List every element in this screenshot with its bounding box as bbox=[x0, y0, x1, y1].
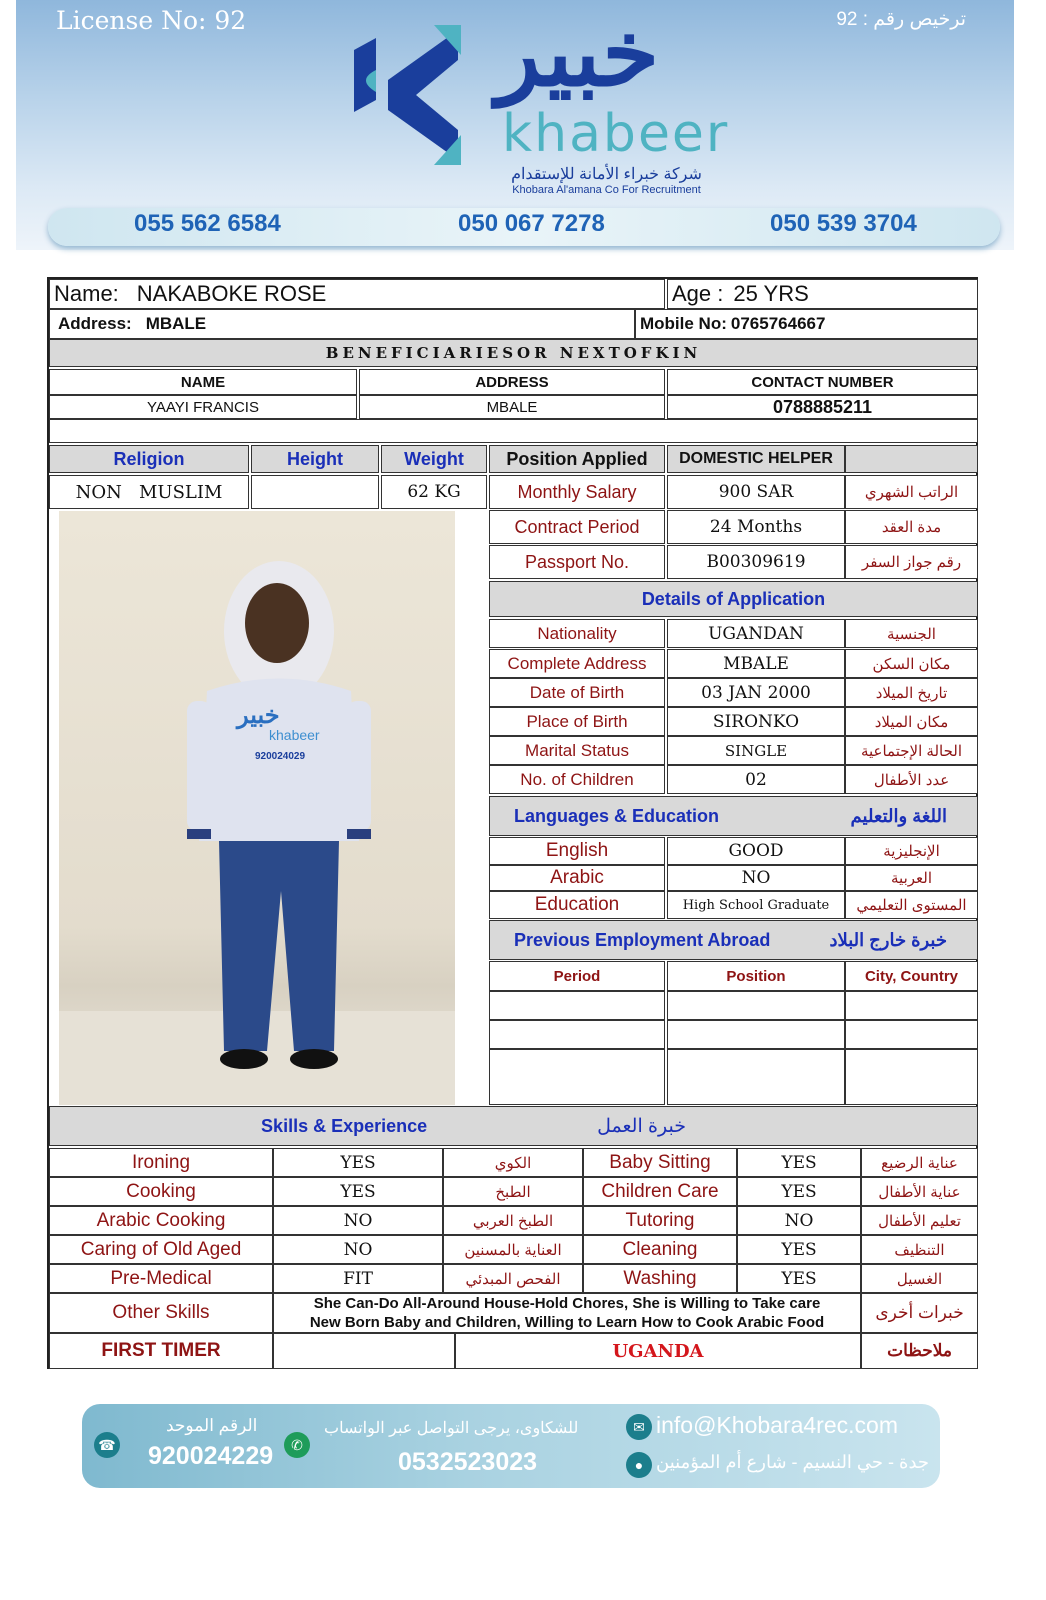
nationality-label: Nationality bbox=[489, 619, 665, 648]
whatsapp-number[interactable]: 0532523023 bbox=[398, 1448, 538, 1476]
brand-name-en: khabeer bbox=[502, 104, 730, 164]
passport-ar: رقم جواز السفر bbox=[845, 545, 978, 579]
religion-header: Religion bbox=[49, 445, 249, 473]
pob-ar: مكان الميلاد bbox=[845, 707, 978, 736]
employment-row-period bbox=[489, 1049, 665, 1105]
dob-label: Date of Birth bbox=[489, 678, 665, 707]
age-label: Age : bbox=[672, 281, 724, 306]
other-skills-label: Other Skills bbox=[49, 1293, 273, 1333]
skill-arabic-cooking-label: Arabic Cooking bbox=[49, 1206, 273, 1235]
employment-row-position bbox=[667, 1020, 845, 1049]
dob-value: 03 JAN 2000 bbox=[667, 678, 845, 707]
country-label: UGANDA bbox=[455, 1333, 861, 1369]
passport-label: Passport No. bbox=[489, 545, 665, 579]
office-address: جدة - حي النسيم - شارع أم المؤمنين bbox=[656, 1452, 930, 1472]
marital-status-ar: الحالة الإجتماعية bbox=[845, 736, 978, 765]
unified-number[interactable]: 920024229 bbox=[148, 1442, 274, 1470]
children-ar: عدد الأطفال bbox=[845, 765, 978, 794]
skill-tutoring-value: NO bbox=[737, 1206, 861, 1235]
unified-number-label: الرقم الموحد bbox=[166, 1416, 258, 1435]
position-blank bbox=[845, 445, 978, 473]
complete-address-value: MBALE bbox=[667, 649, 845, 678]
employment-header-period: Period bbox=[489, 961, 665, 991]
photo-badge-en: khabeer bbox=[269, 727, 320, 743]
beneficiary-name: YAAYI FRANCIS bbox=[49, 395, 357, 419]
whatsapp-icon: ✆ bbox=[284, 1432, 310, 1458]
languages-title-ar: اللغة والتعليم bbox=[850, 805, 947, 826]
employment-title-ar: خبرة خارج البلاد bbox=[829, 929, 947, 950]
education-ar: المستوى التعليمي bbox=[845, 891, 978, 919]
contract-period-value: 24 Months bbox=[667, 510, 845, 544]
children-value: 02 bbox=[667, 765, 845, 794]
company-name-ar: شركة خبراء الأمانة للإستقدام bbox=[511, 166, 702, 183]
photo-badge-ar: خبير bbox=[237, 702, 280, 729]
nationality-ar: الجنسية bbox=[845, 619, 978, 648]
phone-icon: ☎ bbox=[94, 1432, 120, 1458]
email-icon: ✉ bbox=[626, 1414, 652, 1440]
complete-address-ar: مكان السكن bbox=[845, 649, 978, 678]
blank-row bbox=[49, 419, 978, 443]
skill-childcare-label: Children Care bbox=[583, 1177, 737, 1206]
skill-arabic-cooking-value: NO bbox=[273, 1206, 443, 1235]
english-label: English bbox=[489, 837, 665, 865]
skill-premedical-value: FIT bbox=[273, 1264, 443, 1293]
skill-cleaning-label: Cleaning bbox=[583, 1235, 737, 1264]
candidate-figure bbox=[59, 511, 455, 1105]
photo-badge-phone: 920024029 bbox=[255, 751, 306, 762]
children-label: No. of Children bbox=[489, 765, 665, 794]
skill-arabic-cooking-ar: الطبخ العربي bbox=[443, 1206, 583, 1235]
candidate-age: 25 YRS bbox=[733, 281, 809, 306]
complaints-label: للشكاوى، يرجى التواصل عبر الواتساب bbox=[324, 1420, 579, 1437]
english-ar: الإنجليزية bbox=[845, 837, 978, 865]
salary-value: 900 SAR bbox=[667, 475, 845, 509]
skill-washing-ar: الغسيل bbox=[861, 1264, 978, 1293]
passport-value: B00309619 bbox=[667, 545, 845, 579]
religion-value: NON MUSLIM bbox=[49, 475, 249, 509]
beneficiary-header-address: ADDRESS bbox=[359, 369, 665, 395]
candidate-photo bbox=[59, 511, 455, 1105]
address-row bbox=[49, 309, 635, 339]
details-title: Details of Application bbox=[489, 581, 978, 617]
marital-status-label: Marital Status bbox=[489, 736, 665, 765]
skill-tutoring-label: Tutoring bbox=[583, 1206, 737, 1235]
other-skills-ar: خبرات أخرى bbox=[861, 1293, 978, 1333]
letterhead bbox=[16, 0, 1014, 250]
employment-row-city bbox=[845, 991, 978, 1020]
mobile-row bbox=[635, 309, 978, 339]
skill-tutoring-ar: تعليم الأطفال bbox=[861, 1206, 978, 1235]
employment-header-city: City, Country bbox=[845, 961, 978, 991]
skill-old-aged-label: Caring of Old Aged bbox=[49, 1235, 273, 1264]
candidate-address: MBALE bbox=[145, 314, 207, 333]
other-skills-line-2: New Born Baby and Children, Willing to Learn How to Cook Arabic Food bbox=[309, 1314, 825, 1331]
pob-value: SIRONKO bbox=[667, 707, 845, 736]
skill-cooking-value: YES bbox=[273, 1177, 443, 1206]
brand-name-ar: خبير bbox=[496, 3, 660, 105]
remarks-ar: ملاحظات bbox=[861, 1333, 978, 1369]
phone-2: 050 067 7278 bbox=[458, 210, 605, 237]
employment-title: Previous Employment Abroad bbox=[514, 929, 771, 950]
skill-childcare-ar: عناية الأطفال bbox=[861, 1177, 978, 1206]
phone-3: 050 539 3704 bbox=[770, 210, 917, 237]
candidate-mobile: 0765764667 bbox=[730, 314, 826, 333]
address-label: Address: bbox=[58, 314, 132, 333]
company-name-en: Khobara Al'amana Co For Recruitment bbox=[512, 184, 701, 196]
name-label: Name: bbox=[54, 281, 119, 306]
mobile-label: Mobile No: bbox=[640, 314, 727, 333]
application-form bbox=[47, 277, 978, 1369]
skill-babysitting-ar: عناية الرضيع bbox=[861, 1148, 978, 1177]
beneficiary-address: MBALE bbox=[359, 395, 665, 419]
skill-cleaning-value: YES bbox=[737, 1235, 861, 1264]
skill-ironing-ar: الكوي bbox=[443, 1148, 583, 1177]
skill-babysitting-label: Baby Sitting bbox=[583, 1148, 737, 1177]
arabic-value: NO bbox=[667, 865, 845, 891]
salary-label: Monthly Salary bbox=[489, 475, 665, 509]
first-timer-label: FIRST TIMER bbox=[49, 1333, 273, 1369]
dob-ar: تاريخ الميلاد bbox=[845, 678, 978, 707]
khabeer-logo-icon bbox=[346, 20, 471, 170]
complete-address-label: Complete Address bbox=[489, 649, 665, 678]
beneficiary-contact: 0788885211 bbox=[667, 395, 978, 419]
languages-title-row bbox=[489, 796, 978, 836]
weight-header: Weight bbox=[381, 445, 487, 473]
employment-title-row bbox=[489, 920, 978, 960]
employment-row-position bbox=[667, 991, 845, 1020]
other-skills-line-1: She Can-Do All-Around House-Hold Chores, She is Willing to Take care bbox=[313, 1295, 821, 1312]
skills-title-ar: خبرة العمل bbox=[597, 1115, 686, 1137]
arabic-label: Arabic bbox=[489, 865, 665, 891]
skill-cooking-label: Cooking bbox=[49, 1177, 273, 1206]
employment-header-position: Position bbox=[667, 961, 845, 991]
skill-premedical-ar: الفحص المبدئي bbox=[443, 1264, 583, 1293]
skill-childcare-value: YES bbox=[737, 1177, 861, 1206]
marital-status-value: SINGLE bbox=[667, 736, 845, 765]
name-row bbox=[49, 279, 665, 309]
email-address[interactable]: info@Khobara4rec.com bbox=[656, 1412, 898, 1438]
beneficiary-header-contact: CONTACT NUMBER bbox=[667, 369, 978, 395]
skill-ironing-label: Ironing bbox=[49, 1148, 273, 1177]
employment-row-city bbox=[845, 1049, 978, 1105]
height-header: Height bbox=[251, 445, 379, 473]
contact-footer bbox=[82, 1404, 940, 1488]
candidate-name: NAKABOKE ROSE bbox=[136, 281, 327, 306]
license-number-en: License No: 92 bbox=[56, 6, 247, 35]
skill-cooking-ar: الطبخ bbox=[443, 1177, 583, 1206]
salary-ar: الراتب الشهري bbox=[845, 475, 978, 509]
beneficiary-title: BENEFICIARIESOR NEXTOFKIN bbox=[49, 339, 978, 367]
location-pin-icon: ● bbox=[626, 1452, 652, 1478]
skills-title: Skills & Experience bbox=[261, 1115, 428, 1136]
skill-ironing-value: YES bbox=[273, 1148, 443, 1177]
contract-period-label: Contract Period bbox=[489, 510, 665, 544]
skills-title-row bbox=[49, 1106, 978, 1146]
contract-period-ar: مدة العقد bbox=[845, 510, 978, 544]
height-value bbox=[251, 475, 379, 509]
other-skills-text bbox=[273, 1293, 861, 1333]
languages-title: Languages & Education bbox=[514, 805, 720, 826]
weight-value: 62 KG bbox=[381, 475, 487, 509]
skill-washing-label: Washing bbox=[583, 1264, 737, 1293]
employment-row-period bbox=[489, 1020, 665, 1049]
license-number-ar: ترخيص رقم : 92 bbox=[836, 9, 966, 30]
employment-row-position bbox=[667, 1049, 845, 1105]
skill-cleaning-ar: التنظيف bbox=[861, 1235, 978, 1264]
remarks-blank bbox=[273, 1333, 455, 1369]
pob-label: Place of Birth bbox=[489, 707, 665, 736]
arabic-ar: العربية bbox=[845, 865, 978, 891]
employment-row-city bbox=[845, 1020, 978, 1049]
english-value: GOOD bbox=[667, 837, 845, 865]
phone-bar bbox=[48, 208, 1000, 246]
position-header: Position Applied bbox=[489, 445, 665, 473]
skill-premedical-label: Pre-Medical bbox=[49, 1264, 273, 1293]
skill-washing-value: YES bbox=[737, 1264, 861, 1293]
age-row bbox=[667, 279, 978, 309]
employment-row-period bbox=[489, 991, 665, 1020]
skill-babysitting-value: YES bbox=[737, 1148, 861, 1177]
phone-1: 055 562 6584 bbox=[134, 210, 281, 237]
skill-old-aged-ar: العناية بالمسنين bbox=[443, 1235, 583, 1264]
beneficiary-header-name: NAME bbox=[49, 369, 357, 395]
position-applied: DOMESTIC HELPER bbox=[667, 445, 845, 473]
skill-old-aged-value: NO bbox=[273, 1235, 443, 1264]
education-label: Education bbox=[489, 891, 665, 919]
nationality-value: UGANDAN bbox=[667, 619, 845, 648]
education-value: High School Graduate bbox=[667, 891, 845, 919]
